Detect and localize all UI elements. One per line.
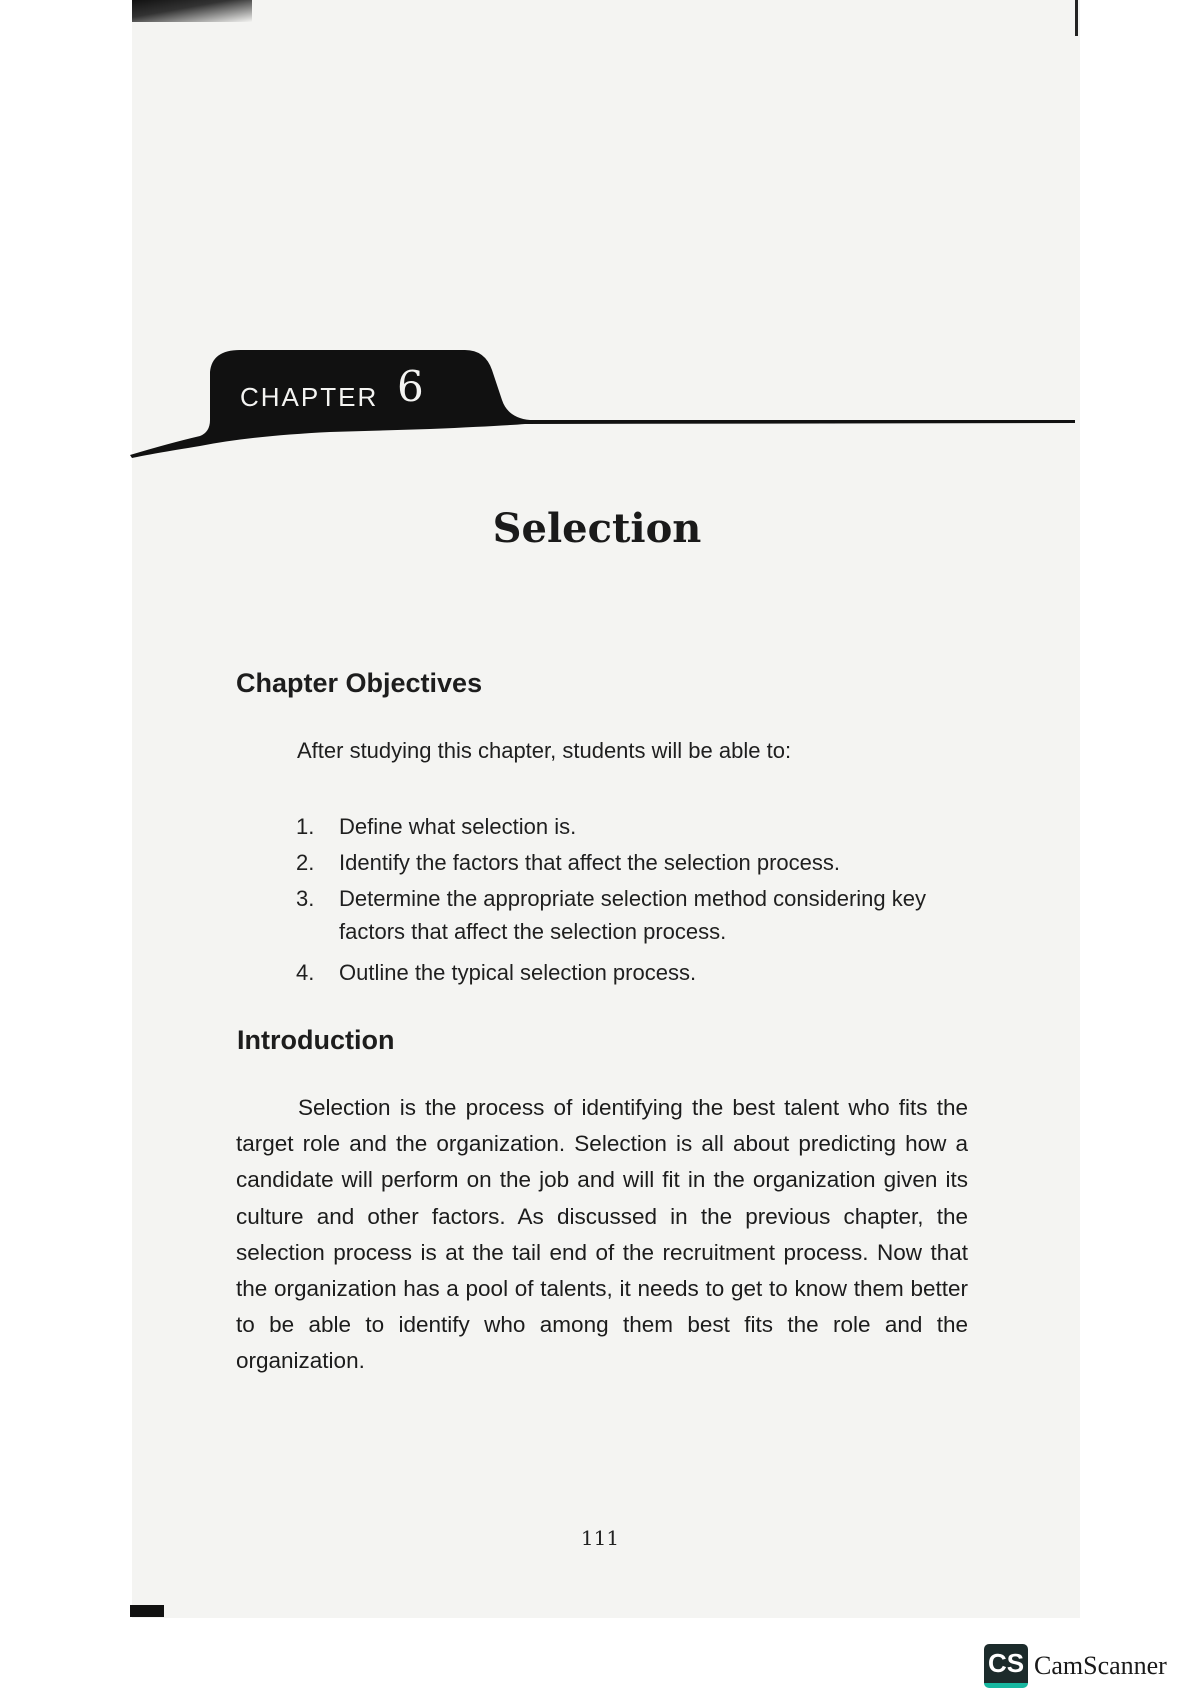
- scan-edge-right: [1075, 0, 1078, 36]
- list-item-text: Identify the factors that affect the selection process.: [339, 850, 840, 875]
- camscanner-watermark: [984, 1644, 1167, 1688]
- list-item-number: 3.: [296, 886, 315, 911]
- chapter-number: 6: [397, 362, 424, 411]
- page-title: [0, 505, 1200, 552]
- page-number: 111: [580, 1526, 620, 1550]
- list-item-number: 4.: [296, 960, 315, 985]
- camscanner-logo: CS: [984, 1644, 1028, 1688]
- objectives-lead: After studying this chapter, students will be able to:: [297, 738, 792, 763]
- list-item-number: 2.: [296, 850, 315, 875]
- scan-shadow-bottom: [130, 1605, 164, 1617]
- objectives-list: [296, 810, 956, 992]
- list-item: [296, 846, 956, 879]
- list-item-text: Define what selection is.: [339, 814, 577, 839]
- page-title-text: Selection: [492, 505, 702, 552]
- list-item-text: Outline the typical selection process.: [339, 960, 697, 985]
- list-item-text: Determine the appropriate selection method considering key factors that affect the selection process.: [339, 886, 926, 944]
- introduction-heading: Introduction: [237, 1025, 395, 1055]
- list-item-number: 1.: [296, 814, 315, 839]
- list-item: [296, 882, 956, 948]
- objectives-heading: Chapter Objectives: [236, 668, 483, 698]
- scan-shadow-top: [132, 0, 252, 22]
- camscanner-name: CamScanner: [1034, 1651, 1167, 1680]
- introduction-paragraph: Selection is the process of identifying the best talent who fits the target role and the organization. Selection is all about predicting how a candidate will perform on the job and will fit in the organization given its culture and other factors. As discussed in the previous chapter, the selection process is at the tail end of the recruitment process. Now that the organization has a pool of talents, it needs to get to know them better to be able to identify who among them best fits the role and the organization.: [236, 1095, 968, 1374]
- chapter-label: CHAPTER: [240, 382, 379, 412]
- list-item: [296, 956, 956, 989]
- list-item: [296, 810, 956, 843]
